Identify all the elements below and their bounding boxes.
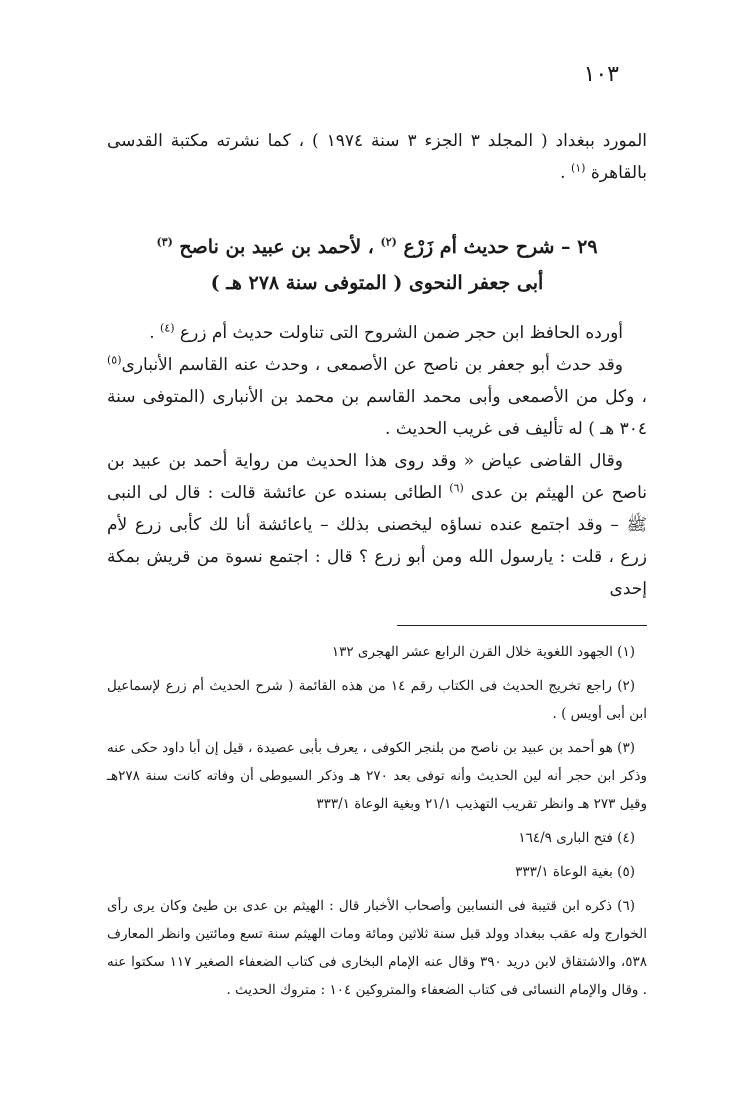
footnote-ref-2[interactable]: (٢) — [380, 235, 397, 249]
footnote-2: (٢) راجع تخريج الحديث فى الكتاب رقم ١٤ من هذه القائمة ( شرح الحديث أم زرع لإسماعيل ابن أبى أويس ) . — [107, 678, 647, 722]
body-paragraph-3 — [107, 445, 647, 605]
p1-text: أورده الحافظ ابن حجر ضمن الشروح التى تناولت حديث أم زرع — [174, 323, 623, 343]
footnote-ref-3[interactable]: (٣) — [156, 235, 173, 249]
footnote-ref-5[interactable]: (٥) — [107, 353, 122, 367]
heading-part-1: ٢٩ – شرح حديث أم زَرْع — [396, 236, 598, 258]
intro-line-1: المورد ببغداد ( المجلد ٣ الجزء ٣ سنة ١٩٧٤ ) ، كما نشرته مكتبة القدسى — [107, 131, 648, 151]
page-number: ١٠٣ — [583, 62, 619, 87]
p1-end: . — [149, 323, 161, 343]
footnote-6: (٦) ذكره ابن قتيبة فى النسابين وأصحاب الأخبار قال : الهيثم بن عدى بن طيئ وكان يرى رأى الخوارج وله عقب ببغداد وولد قبل سنة ثلاثين ومائة ومات الهيثم سنة تسع ومائتين وانظر المعارف ٥٣٨، والاشتقاق لابن دريد ٣٩٠ وقال عنه الإمام البخارى فى كتاب الضعفاء الصغير ١١٧ سكتوا عنه . وقال والإمام النسائى فى كتاب الضعفاء والمتروكين ١٠٤ : متروك الحديث . — [107, 898, 648, 998]
intro-line-2: بالقاهرة — [590, 163, 647, 183]
footnote-ref-1[interactable]: (١) — [570, 161, 586, 175]
footnote-3: (٣) هو أحمد بن عبيد بن ناصح من بلنجر الكوفى ، يعرف بأبى عصيدة ، قيل إن أبا داود حكى عنه وذكر ابن حجر أنه لين الحديث وأنه توفى بعد ٢٧٠ هـ وذكر السيوطى أن وفاته كانت سنة ٢٧٨هـ وقيل ٢٧٣ هـ وانظر تقريب التهذيب ٢١/١ وبغية الوعاة ٣٣٣/١ — [107, 740, 647, 812]
footnotes — [107, 638, 647, 1010]
footnote-ref-4[interactable]: (٤) — [160, 321, 175, 335]
footnote-ref-6[interactable]: (٦) — [449, 481, 464, 495]
footnote-5: (٥) بغية الوعاة ٣٣٣/١ — [515, 864, 635, 880]
section-heading — [107, 229, 647, 301]
footnote-4: (٤) فتح البارى ١٦٤/٩ — [518, 830, 635, 846]
p3-text-a: وقال القاضى عياض « وقد روى هذا الحديث من رواية أحمد بن عبيد بن ناصح عن الهيثم بن عدى — [107, 451, 647, 503]
p2-text-b: ، وكل من الأصمعى وأبى محمد القاسم بن محمد بن الأنبارى (المتوفى سنة ٣٠٤ هـ ) له تأليف فى غريب الحديث . — [107, 387, 647, 439]
p3-text-b: الطائى بسنده عن عائشة قالت : قال لى النبى ﷺ – وقد اجتمع عنده نساؤه ليخصنى بذلك – ياعائشة أنا لك كأبى زرع لأم زرع ، قلت : يارسول الله ومن أبو زرع ؟ قال : اجتمع نسوة من قريش بمكة إحدى — [107, 483, 647, 599]
p2-text-a: وقد حدث أبو جعفر بن ناصح عن الأصمعى ، وحدث عنه القاسم الأنبارى — [121, 355, 623, 375]
main-text — [107, 125, 647, 605]
body-paragraph-2 — [107, 349, 647, 445]
intro-paragraph — [107, 125, 647, 189]
intro-end: . — [560, 163, 571, 183]
heading-line-1 — [107, 229, 647, 265]
footnote-1: (١) الجهود اللغوية خلال القرن الرابع عشر الهجرى ١٣٢ — [331, 644, 635, 660]
heading-line-2: أبى جعفر النحوى ( المتوفى سنة ٢٧٨ هـ ) — [210, 272, 544, 294]
footnote-divider — [397, 625, 647, 626]
body-paragraph-1 — [107, 317, 647, 349]
heading-part-2: ، لأحمد بن عبيد بن ناصح — [172, 236, 381, 258]
